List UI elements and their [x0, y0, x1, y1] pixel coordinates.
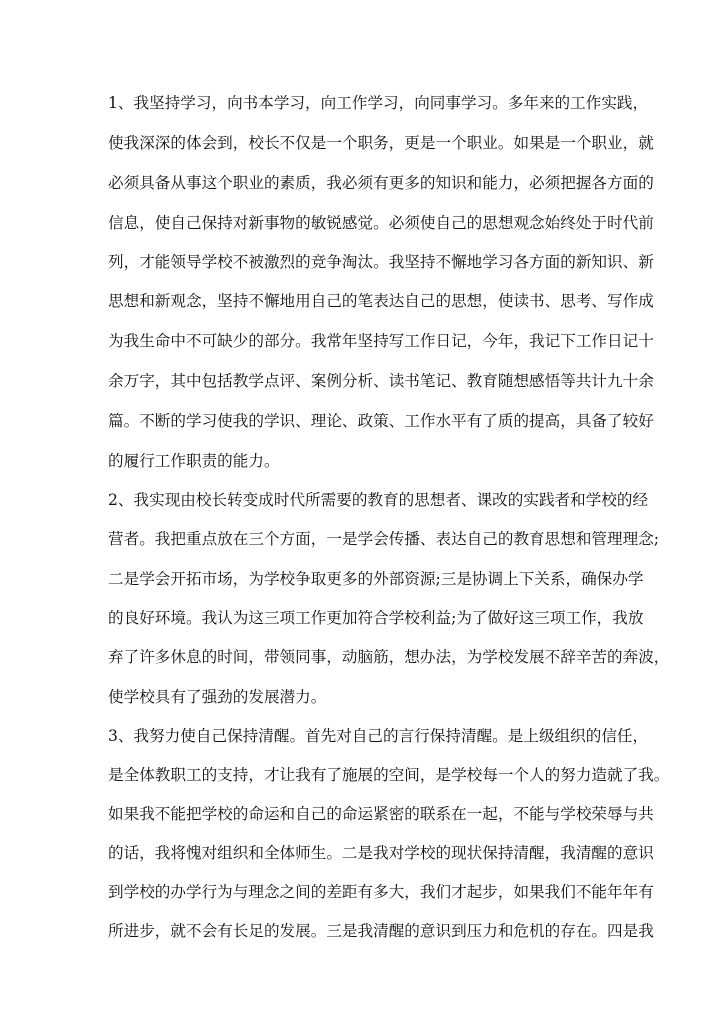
text-line: 2、我实现由校长转变成时代所需要的教育的思想者、课改的实践者和学校的经 — [108, 491, 649, 509]
text-line: 思想和新观念，坚持不懈地用自己的笔表达自己的思想，使读书、思考、写作成 — [108, 292, 654, 310]
text-line: 二是学会开拓市场，为学校争取更多的外部资源;三是协调上下关系，确保办学 — [108, 570, 644, 588]
text-line: 使我深深的体会到，校长不仅是一个职务，更是一个职业。如果是一个职业，就 — [108, 134, 654, 152]
text-line: 3、我努力使自己保持清醒。首先对自己的言行保持清醒。是上级组织的信任， — [108, 727, 649, 745]
text-line: 的良好环境。我认为这三项工作更加符合学校利益;为了做好这三项工作，我放 — [108, 609, 644, 627]
text-line: 营者。我把重点放在三个方面，一是学会传播、表达自己的教育思想和管理理念; — [108, 530, 660, 548]
text-line: 使学校具有了强劲的发展潜力。 — [108, 688, 327, 706]
text-line: 为我生命中不可缺少的部分。我常年坚持写工作日记，今年，我记下工作日记十 — [108, 332, 654, 350]
text-line: 如果我不能把学校的命运和自己的命运紧密的联系在一起，不能与学校荣辱与共 — [108, 805, 654, 823]
text-line: 余万字，其中包括教学点评、案例分析、读书笔记、教育随想感悟等共计九十余 — [108, 372, 654, 390]
text-line: 是全体教职工的支持，才让我有了施展的空间，是学校每一个人的努力造就了我。 — [108, 766, 670, 784]
text-line: 到学校的办学行为与理念之间的差距有多大，我们才起步，如果我们不能年年有 — [108, 883, 654, 901]
text-line: 必须具备从事这个职业的素质，我必须有更多的知识和能力，必须把握各方面的 — [108, 174, 654, 192]
text-line: 信息，使自己保持对新事物的敏锐感觉。必须使自己的思想观念始终处于时代前 — [108, 214, 654, 232]
text-line: 的话，我将愧对组织和全体师生。二是我对学校的现状保持清醒，我清醒的意识 — [108, 844, 654, 862]
text-line: 弃了许多休息的时间，带领同事，动脑筋，想办法，为学校发展不辞辛苦的奔波， — [108, 648, 670, 666]
text-line: 的履行工作职责的能力。 — [108, 452, 280, 470]
text-line: 所进步，就不会有长足的发展。三是我清醒的意识到压力和危机的存在。四是我 — [108, 922, 654, 940]
text-line: 1、我坚持学习，向书本学习，向工作学习，向同事学习。多年来的工作实践， — [108, 94, 649, 112]
text-line: 列，才能领导学校不被激烈的竞争淘汰。我坚持不懈地学习各方面的新知识、新 — [108, 253, 654, 271]
text-line: 篇。不断的学习使我的学识、理论、政策、工作水平有了质的提高，具备了较好 — [108, 412, 654, 430]
